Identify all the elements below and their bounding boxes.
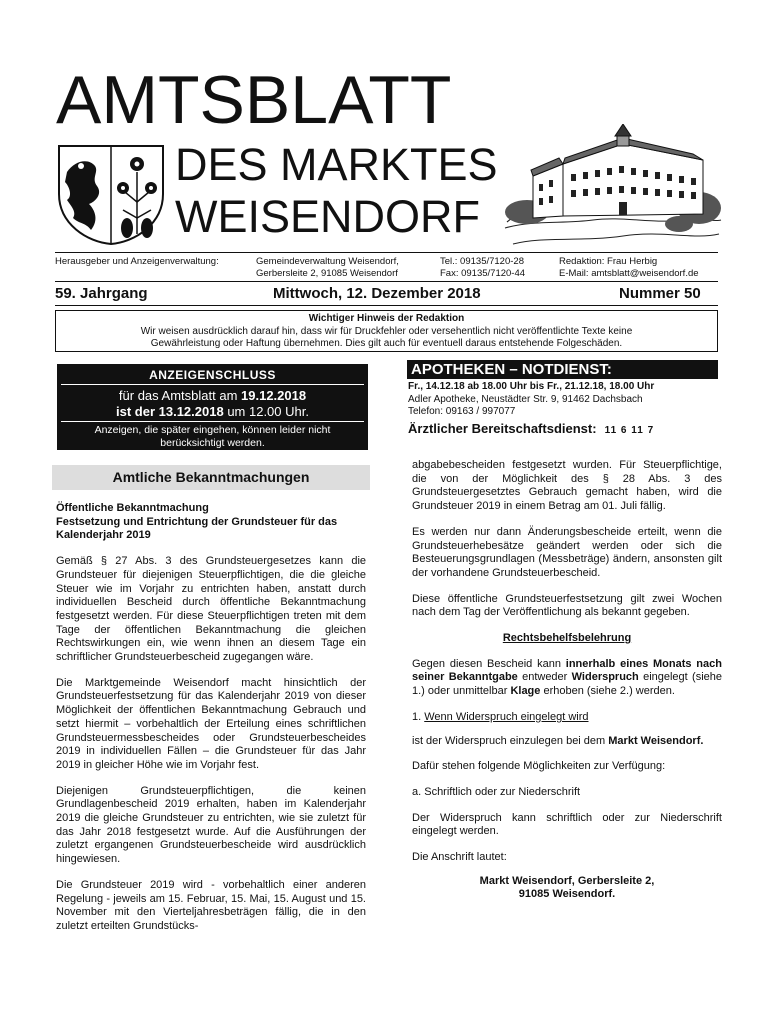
doctor-label: Ärztlicher Bereitschaftsdienst: bbox=[408, 421, 597, 436]
objection-option-a: a. Schriftlich oder zur Niederschrift bbox=[412, 785, 581, 798]
editorial-notice bbox=[55, 310, 718, 352]
publisher-tel: Tel.: 09135/7120-28 bbox=[440, 256, 524, 267]
ad-deadline-box bbox=[57, 364, 368, 450]
address-intro: Die Anschrift lautet: bbox=[412, 851, 507, 864]
article-paragraph-4: Die Grundsteuer 2019 wird - vorbehaltlich einer anderen Regelung - jeweils am 15. Februar, 15. Mai, 15. August und 15. November mit den Vierteljahresbeträgen fällig, die in den zuletzt erteilten Grundstücks- bbox=[56, 878, 366, 932]
pharmacy-times: Fr., 14.12.18 ab 18.00 Uhr bis Fr., 21.12.18, 18.00 Uhr bbox=[408, 381, 655, 392]
address-line1: Markt Weisendorf, Gerbersleite 2, bbox=[479, 874, 655, 887]
divider-top bbox=[55, 252, 718, 253]
legal-remedy-title: Rechtsbehelfsbelehrung bbox=[502, 632, 632, 645]
objection-options: Dafür stehen folgende Möglichkeiten zur Verfügung: bbox=[412, 760, 666, 773]
remedy-text-2: entweder bbox=[517, 671, 572, 684]
address-line2: 91085 Weisendorf. bbox=[518, 888, 616, 901]
castle-illustration-icon bbox=[503, 124, 723, 252]
issue-date: Mittwoch, 12. Dezember 2018 bbox=[273, 285, 481, 302]
article-paragraph-2: Die Marktgemeinde Weisendorf macht hinsichtlich der Grundsteuerfestsetzung für das Kalenderjahr 2019 von dieser Möglichkeit der öffentlichen Bekanntmachung Gebrauch und setzt hiermit – vorbehaltlich der Erteilung eines schriftlichen Grundsteuermessbescheides oder Grundsteuerbescheides 2019 in individuellen Fällen – die Grundsteuer für das Jahr 2019 in gleicher Höhe wie im Vorjahr fest. bbox=[56, 676, 366, 771]
issue-year: 59. Jahrgang bbox=[55, 285, 148, 302]
section-title: Amtliche Bekanntmachungen bbox=[52, 465, 370, 490]
publisher-org-line2: Gerbersleite 2, 91085 Weisendorf bbox=[256, 268, 398, 279]
notice-title: Wichtiger Hinweis der Redaktion bbox=[308, 313, 465, 324]
remedy-text-1: Gegen diesen Bescheid kann bbox=[412, 657, 566, 670]
publisher-fax: Fax: 09135/7120-44 bbox=[440, 268, 526, 279]
objection-number: 1. bbox=[412, 710, 425, 723]
pharmacy-address: Adler Apotheke, Neustädter Str. 9, 91462 Dachsbach bbox=[408, 393, 643, 405]
doctor-number: 11 6 11 7 bbox=[604, 425, 655, 436]
article-heading-2: Festsetzung und Entrichtung der Grundsteuer für das Kalenderjahr 2019 bbox=[56, 515, 338, 542]
publisher-label: Herausgeber und Anzeigenverwaltung: bbox=[55, 256, 219, 267]
pharmacy-phone: Telefon: 09163 / 997077 bbox=[408, 406, 516, 417]
remedy-deadline: innerhalb eines Monats nach seiner Bekanntgabe bbox=[412, 657, 722, 684]
doctor-on-call bbox=[408, 421, 654, 436]
deadline-time: um 12.00 Uhr. bbox=[223, 404, 309, 419]
notice-line1: Wir weisen ausdrücklich darauf hin, dass wir für Druckfehler oder versehentlich nicht veröffentlichte Texte keine bbox=[140, 325, 633, 337]
deadline-date: ist der 13.12.2018 bbox=[116, 404, 224, 419]
publisher-email: E-Mail: amtsblatt@weisendorf.de bbox=[559, 268, 699, 279]
publisher-org-line1: Gemeindeverwaltung Weisendorf, bbox=[256, 256, 399, 267]
article-heading-1: Öffentliche Bekanntmachung bbox=[56, 502, 209, 514]
coat-of-arms-icon bbox=[55, 142, 167, 246]
divider-middle bbox=[55, 281, 718, 282]
article-paragraph-6: Es werden nur dann Änderungsbescheide erteilt, wenn die Grundsteuerhebesätze geändert werden oder sich die Besteuerungsgrundlagen (Messbeträge) ändern, ansonsten gilt der vorhandene Grundsteuerbescheid. bbox=[412, 525, 722, 579]
divider-bottom bbox=[55, 305, 718, 306]
issue-number: Nummer 50 bbox=[619, 285, 701, 302]
article-paragraph-7: Diese öffentliche Grundsteuerfestsetzung gilt zwei Wochen nach dem Tag der Veröffentlichung als bekannt gegeben. bbox=[412, 592, 722, 619]
article-paragraph-1: Gemäß § 27 Abs. 3 des Grundsteuergesetzes kann die Grundsteuer für diejenigen Steuerpflichtigen, die die gleiche Steuer wie im Vorjahr zu entrichten haben, anstatt durch individuellen Bescheid durch öffentliche Bekanntmachung festgesetzt werden. Für diese Steuerpflichtigen treten mit dem Tage der öffentlichen Bekanntmachung die gleichen Rechtswirkungen ein, wie wenn ihnen an diesem Tage ein schriftlicher Grundsteuerbescheid zugegangen wäre. bbox=[56, 555, 366, 664]
remedy-lawsuit: Klage bbox=[510, 685, 541, 698]
article-paragraph-5: abgabebescheiden festgesetzt wurden. Für Steuerpflichtige, die von der Möglichkeit des § 28 Abs. 3 des Grundsteuergesetztes Gebrauch gemacht haben, wird die Grundsteuer 2019 in einem Betrag am 01. Juli fällig. bbox=[412, 459, 722, 513]
article-column-left bbox=[56, 502, 366, 934]
objection-written: Der Widerspruch kann schriftlich oder zur Niederschrift eingelegt werden. bbox=[412, 811, 722, 838]
deadline-target-date: 19.12.2018 bbox=[241, 388, 307, 403]
deadline-line2-text: für das Amtsblatt am bbox=[118, 388, 242, 403]
notice-line2: Gewährleistung oder Haftung übernehmen. Dies gilt auch für eventuell daraus entstehende Folgeschäden. bbox=[150, 338, 623, 349]
pharmacy-title: APOTHEKEN – NOTDIENST: bbox=[407, 360, 718, 379]
objection-text: ist der Widerspruch einzulegen bei dem bbox=[412, 734, 609, 747]
remedy-text-3: eingelegt (siehe 1.) oder unmittelbar bbox=[412, 671, 722, 698]
objection-authority: Markt Weisendorf. bbox=[608, 734, 704, 747]
objection-heading: Wenn Widerspruch eingelegt wird bbox=[424, 710, 589, 723]
article-column-right bbox=[412, 459, 722, 902]
pharmacy-info bbox=[408, 381, 720, 419]
masthead-title: AMTSBLATT bbox=[56, 62, 452, 138]
deadline-note-line2: berücksichtigt werden. bbox=[160, 437, 265, 449]
remedy-text-4: erhoben (siehe 2.) werden. bbox=[540, 685, 675, 698]
masthead-subtitle-2: WEISENDORF bbox=[175, 191, 481, 242]
article-paragraph-3: Diejenigen Grundsteuerpflichtigen, die keinen Grundlagenbescheid 2019 erhalten, haben im Kalenderjahr 2019 die gleiche Grundsteuer zu entrichten, wie sie zuletzt für das Jahr 2018 festgesetzt wurde. Auf die Ausführungen der zuletzt ergangenen Grundsteuerbescheide wird ausdrücklich hingewiesen. bbox=[56, 784, 366, 866]
deadline-title: ANZEIGENSCHLUSS bbox=[61, 364, 364, 385]
masthead-subtitle-1: DES MARKTES bbox=[175, 139, 498, 190]
deadline-note-line1: Anzeigen, die später eingehen, können leider nicht bbox=[94, 424, 331, 436]
remedy-objection: Widerspruch bbox=[571, 671, 639, 684]
publisher-editor: Redaktion: Frau Herbig bbox=[559, 256, 658, 267]
